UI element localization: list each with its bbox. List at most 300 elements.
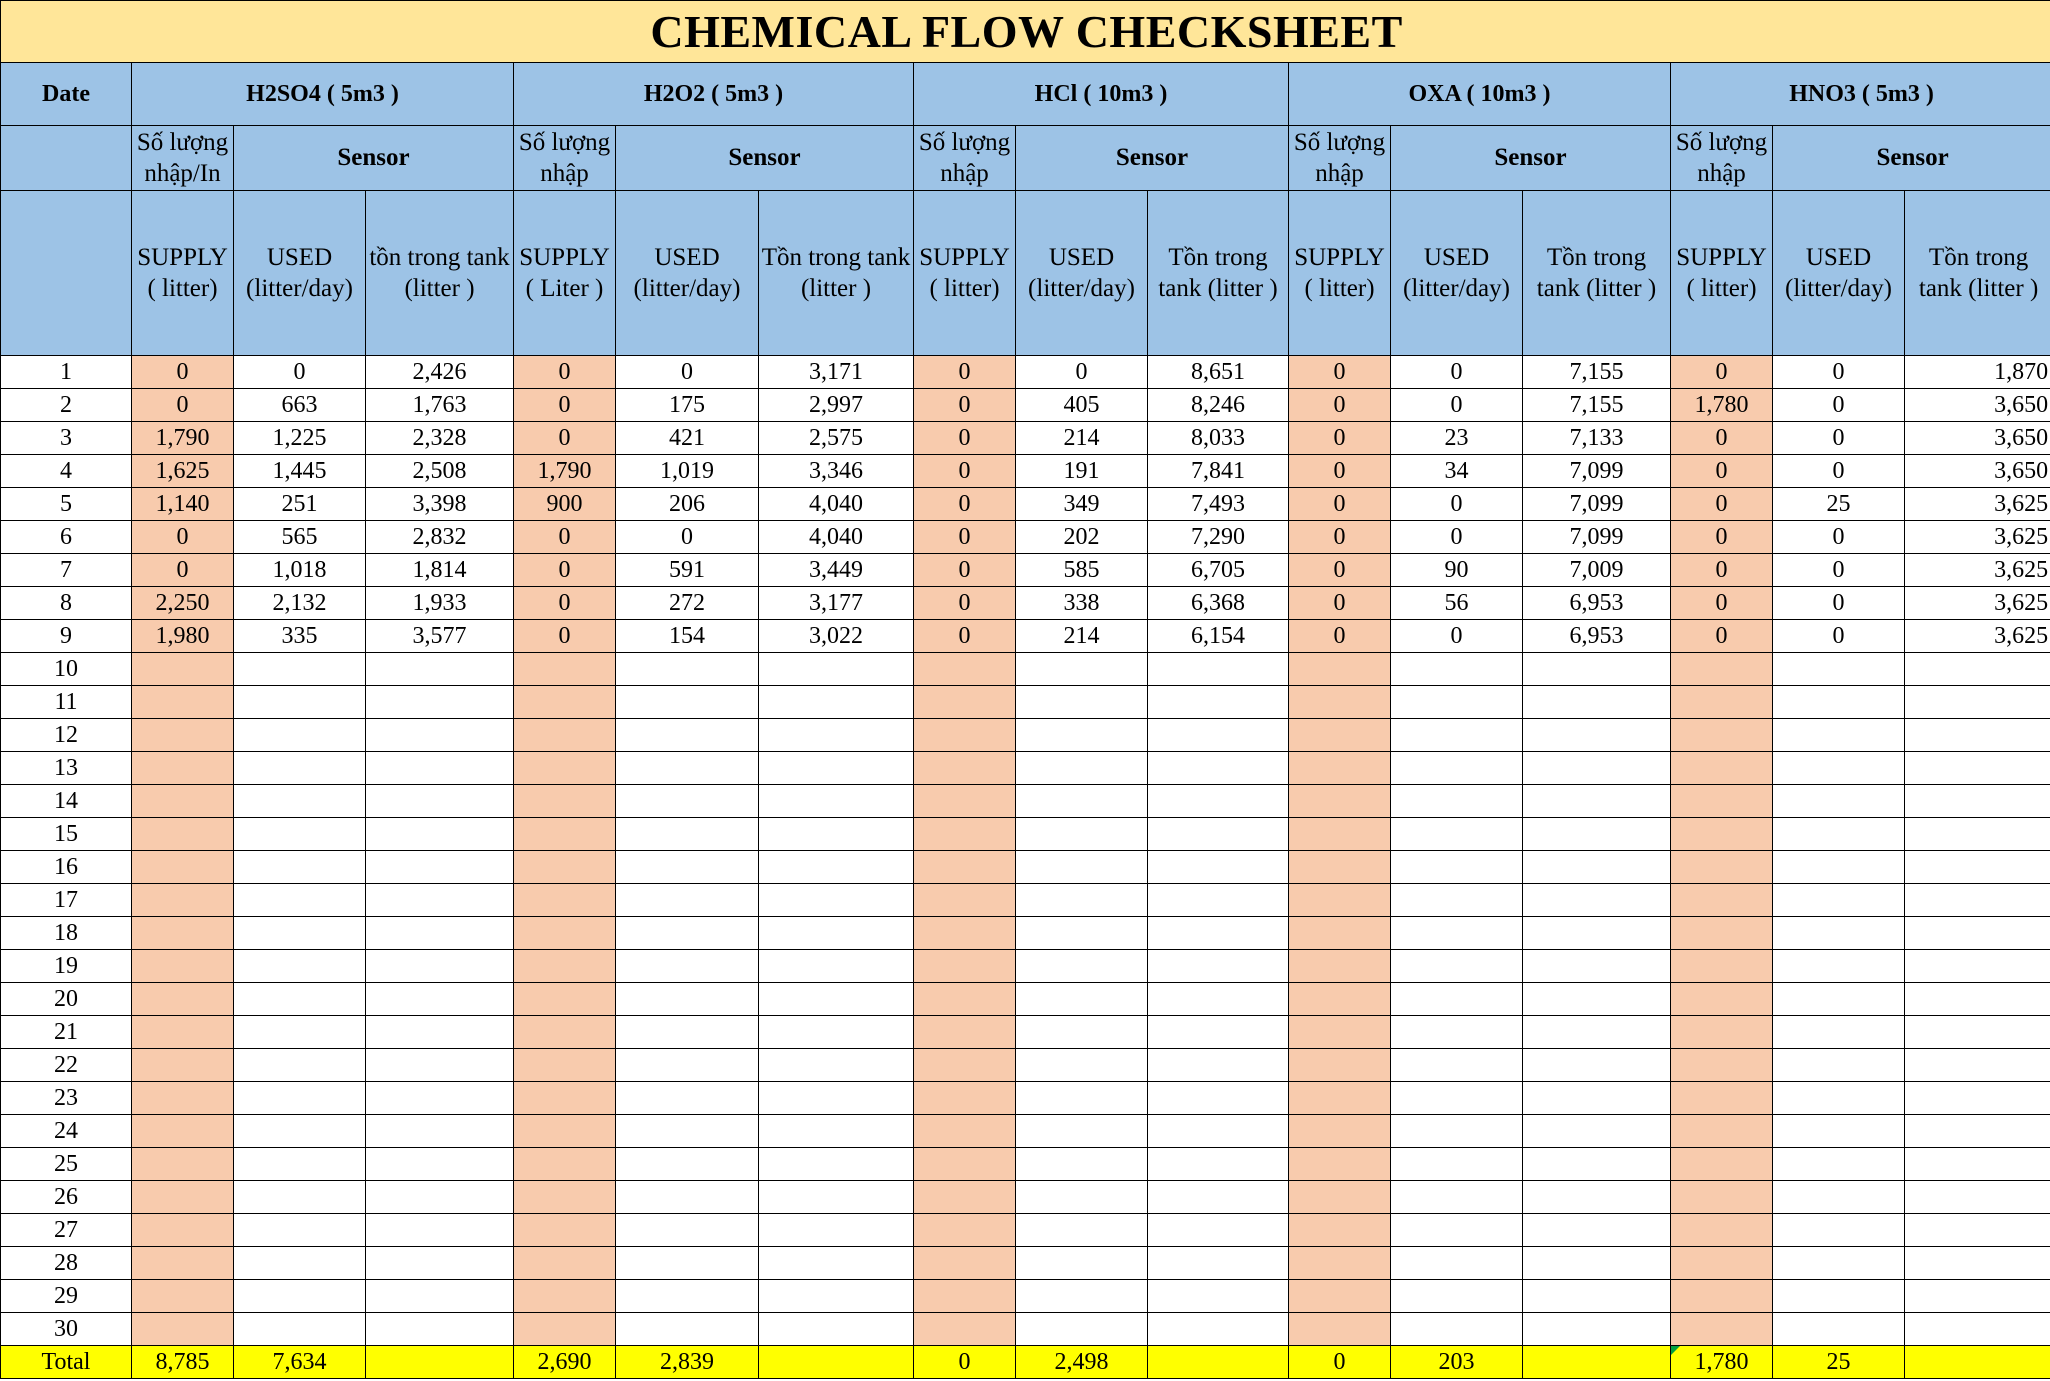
stock-cell[interactable]: 7,099 [1523,455,1671,488]
date-cell[interactable]: 9 [1,620,132,653]
stock-cell[interactable] [1148,983,1289,1016]
date-cell[interactable]: 27 [1,1214,132,1247]
supply-cell[interactable] [132,851,234,884]
chemical-header[interactable]: H2O2 ( 5m3 ) [514,63,914,126]
supply-cell[interactable] [514,983,616,1016]
supply-cell[interactable] [1289,884,1391,917]
stock-cell[interactable] [1148,950,1289,983]
used-cell[interactable] [1773,1313,1905,1346]
stock-cell[interactable]: 3,177 [759,587,914,620]
used-cell[interactable] [1391,653,1523,686]
supply-cell[interactable] [514,1049,616,1082]
stock-cell[interactable] [366,851,514,884]
supply-cell[interactable] [132,1181,234,1214]
used-cell[interactable] [1016,851,1148,884]
stock-cell[interactable] [1905,752,2050,785]
used-cell[interactable] [234,1280,366,1313]
used-cell[interactable] [1016,785,1148,818]
chemical-header[interactable]: HCl ( 10m3 ) [914,63,1289,126]
supply-cell[interactable]: 1,625 [132,455,234,488]
stock-cell[interactable] [1523,950,1671,983]
supply-cell[interactable]: 0 [514,356,616,389]
supply-cell[interactable] [1289,1016,1391,1049]
stock-cell[interactable] [759,686,914,719]
stock-cell[interactable]: 1,933 [366,587,514,620]
total-supply-cell[interactable]: 1,780 [1671,1346,1773,1379]
supply-cell[interactable] [1289,1082,1391,1115]
stock-cell[interactable]: 3,625 [1905,587,2050,620]
stock-cell[interactable]: 1,814 [366,554,514,587]
used-column-header[interactable]: USED (litter/day) [1391,191,1523,356]
stock-cell[interactable]: 3,625 [1905,620,2050,653]
used-cell[interactable] [1391,1313,1523,1346]
stock-cell[interactable]: 7,009 [1523,554,1671,587]
stock-cell[interactable] [1148,1280,1289,1313]
supply-cell[interactable] [1671,851,1773,884]
used-cell[interactable] [1016,1280,1148,1313]
stock-cell[interactable] [1905,1049,2050,1082]
supply-cell[interactable] [914,1313,1016,1346]
used-cell[interactable] [1391,851,1523,884]
date-cell[interactable]: 6 [1,521,132,554]
stock-column-header[interactable]: Tồn trong tank (litter ) [1148,191,1289,356]
stock-cell[interactable] [1905,950,2050,983]
stock-cell[interactable] [1523,686,1671,719]
supply-cell[interactable] [914,1181,1016,1214]
stock-cell[interactable] [1148,1115,1289,1148]
supply-cell[interactable] [1671,1082,1773,1115]
stock-cell[interactable] [759,1280,914,1313]
supply-cell[interactable]: 1,140 [132,488,234,521]
total-supply-cell[interactable]: 0 [914,1346,1016,1379]
used-cell[interactable]: 206 [616,488,759,521]
used-cell[interactable]: 0 [1773,587,1905,620]
supply-cell[interactable] [1671,1049,1773,1082]
stock-column-header[interactable]: Tồn trong tank (litter ) [759,191,914,356]
stock-cell[interactable] [1905,1181,2050,1214]
supply-cell[interactable] [1289,1049,1391,1082]
supply-cell[interactable] [514,1181,616,1214]
date-cell[interactable]: 3 [1,422,132,455]
date-cell[interactable]: 19 [1,950,132,983]
date-cell[interactable]: 10 [1,653,132,686]
stock-cell[interactable]: 6,705 [1148,554,1289,587]
stock-cell[interactable] [1148,653,1289,686]
date-cell[interactable]: 13 [1,752,132,785]
total-stock-cell[interactable] [759,1346,914,1379]
supply-cell[interactable] [132,752,234,785]
stock-cell[interactable]: 3,625 [1905,554,2050,587]
total-stock-cell[interactable] [1523,1346,1671,1379]
stock-cell[interactable]: 3,022 [759,620,914,653]
date-cell[interactable]: 8 [1,587,132,620]
date-header-blank[interactable] [1,126,132,191]
supply-cell[interactable] [914,1115,1016,1148]
supply-cell[interactable] [1671,950,1773,983]
date-header[interactable]: Date [1,63,132,126]
stock-cell[interactable] [1905,1313,2050,1346]
used-cell[interactable] [1773,917,1905,950]
total-used-cell[interactable]: 203 [1391,1346,1523,1379]
supply-cell[interactable] [1671,1313,1773,1346]
used-cell[interactable] [1391,1247,1523,1280]
stock-cell[interactable] [1148,1148,1289,1181]
used-cell[interactable] [234,719,366,752]
used-cell[interactable] [1016,719,1148,752]
sheet-title[interactable]: CHEMICAL FLOW CHECKSHEET [1,1,2050,63]
used-cell[interactable] [1016,752,1148,785]
used-cell[interactable]: 23 [1391,422,1523,455]
date-cell[interactable]: 29 [1,1280,132,1313]
stock-cell[interactable] [759,950,914,983]
used-cell[interactable] [616,719,759,752]
stock-cell[interactable]: 2,426 [366,356,514,389]
supply-cell[interactable]: 0 [1671,422,1773,455]
supply-cell[interactable] [1671,884,1773,917]
stock-cell[interactable] [1905,983,2050,1016]
supply-cell[interactable] [1289,686,1391,719]
supply-cell[interactable]: 900 [514,488,616,521]
supply-cell[interactable]: 1,780 [1671,389,1773,422]
stock-cell[interactable] [1523,851,1671,884]
used-cell[interactable] [1773,983,1905,1016]
used-cell[interactable] [234,1181,366,1214]
stock-cell[interactable] [1905,851,2050,884]
supply-cell[interactable] [1671,1016,1773,1049]
used-cell[interactable] [1391,917,1523,950]
used-cell[interactable]: 0 [1391,389,1523,422]
stock-cell[interactable] [1905,1247,2050,1280]
supply-cell[interactable]: 0 [1289,455,1391,488]
stock-cell[interactable] [759,1313,914,1346]
stock-cell[interactable]: 6,953 [1523,587,1671,620]
total-used-cell[interactable]: 7,634 [234,1346,366,1379]
supply-cell[interactable] [514,917,616,950]
used-cell[interactable] [616,1247,759,1280]
used-cell[interactable]: 565 [234,521,366,554]
supply-cell[interactable] [514,818,616,851]
stock-cell[interactable]: 3,577 [366,620,514,653]
supply-cell[interactable] [914,1016,1016,1049]
used-cell[interactable] [234,1313,366,1346]
stock-cell[interactable]: 7,841 [1148,455,1289,488]
used-cell[interactable] [1016,983,1148,1016]
used-cell[interactable] [1773,1247,1905,1280]
used-cell[interactable] [1391,1181,1523,1214]
supply-cell[interactable]: 0 [1289,521,1391,554]
supply-cell[interactable] [1289,1181,1391,1214]
supply-cell[interactable] [132,1280,234,1313]
used-cell[interactable] [616,1214,759,1247]
sensor-header[interactable]: Sensor [1016,126,1289,191]
stock-cell[interactable] [1905,818,2050,851]
supply-cell[interactable] [514,752,616,785]
supply-cell[interactable] [132,1082,234,1115]
stock-cell[interactable] [759,653,914,686]
supply-cell[interactable] [914,1049,1016,1082]
used-cell[interactable] [1773,719,1905,752]
supply-cell[interactable]: 0 [514,521,616,554]
supply-column-header[interactable]: SUPPLY ( litter) [1671,191,1773,356]
supply-cell[interactable] [514,1247,616,1280]
supply-cell[interactable] [514,1313,616,1346]
used-cell[interactable] [234,752,366,785]
stock-cell[interactable] [366,818,514,851]
stock-cell[interactable] [366,1280,514,1313]
used-cell[interactable] [1016,1049,1148,1082]
used-cell[interactable] [616,1016,759,1049]
used-cell[interactable]: 0 [1391,488,1523,521]
used-cell[interactable] [616,1082,759,1115]
stock-cell[interactable] [1523,983,1671,1016]
supply-cell[interactable] [1289,851,1391,884]
stock-cell[interactable] [1148,818,1289,851]
stock-cell[interactable]: 7,099 [1523,488,1671,521]
stock-cell[interactable] [1148,1049,1289,1082]
used-cell[interactable]: 34 [1391,455,1523,488]
stock-cell[interactable] [1523,1016,1671,1049]
stock-cell[interactable] [1523,1115,1671,1148]
stock-cell[interactable] [1523,917,1671,950]
date-cell[interactable]: 7 [1,554,132,587]
stock-cell[interactable] [1905,917,2050,950]
supply-cell[interactable] [1671,653,1773,686]
used-cell[interactable] [616,983,759,1016]
supply-cell[interactable] [1289,950,1391,983]
used-cell[interactable]: 56 [1391,587,1523,620]
sensor-header[interactable]: Sensor [616,126,914,191]
supply-cell[interactable]: 0 [132,521,234,554]
supply-cell[interactable] [914,653,1016,686]
supply-cell[interactable] [1671,917,1773,950]
supply-cell[interactable]: 0 [914,389,1016,422]
supply-cell[interactable] [1289,1148,1391,1181]
stock-cell[interactable] [366,653,514,686]
used-column-header[interactable]: USED (litter/day) [1016,191,1148,356]
used-cell[interactable] [616,653,759,686]
supply-cell[interactable]: 0 [1671,488,1773,521]
total-stock-cell[interactable] [1905,1346,2050,1379]
supply-cell[interactable]: 0 [1289,587,1391,620]
used-cell[interactable]: 585 [1016,554,1148,587]
used-cell[interactable]: 349 [1016,488,1148,521]
stock-cell[interactable] [1523,1181,1671,1214]
used-cell[interactable] [1773,1148,1905,1181]
used-cell[interactable] [1773,1049,1905,1082]
supply-cell[interactable] [914,1280,1016,1313]
import-quantity-header[interactable] [1671,126,1773,191]
used-cell[interactable]: 1,018 [234,554,366,587]
supply-column-header[interactable]: SUPPLY ( litter) [1289,191,1391,356]
used-cell[interactable] [1773,1181,1905,1214]
stock-cell[interactable] [1148,719,1289,752]
supply-cell[interactable] [1671,719,1773,752]
supply-column-header[interactable]: SUPPLY ( litter) [132,191,234,356]
used-cell[interactable] [1773,818,1905,851]
stock-cell[interactable] [366,1181,514,1214]
stock-cell[interactable]: 2,832 [366,521,514,554]
supply-cell[interactable] [132,818,234,851]
used-cell[interactable] [1016,1082,1148,1115]
date-cell[interactable]: 14 [1,785,132,818]
used-cell[interactable]: 251 [234,488,366,521]
supply-cell[interactable] [914,785,1016,818]
supply-cell[interactable] [1671,785,1773,818]
total-used-cell[interactable]: 2,498 [1016,1346,1148,1379]
stock-cell[interactable]: 4,040 [759,521,914,554]
supply-cell[interactable] [1289,917,1391,950]
stock-cell[interactable]: 2,328 [366,422,514,455]
used-cell[interactable] [1016,686,1148,719]
stock-column-header[interactable]: tồn trong tank (litter ) [366,191,514,356]
supply-cell[interactable] [132,983,234,1016]
stock-cell[interactable] [759,983,914,1016]
used-cell[interactable] [1773,1016,1905,1049]
date-cell[interactable]: 5 [1,488,132,521]
used-cell[interactable] [616,752,759,785]
used-cell[interactable] [1016,1016,1148,1049]
used-cell[interactable] [1391,983,1523,1016]
used-cell[interactable] [234,1049,366,1082]
used-cell[interactable] [1016,818,1148,851]
used-cell[interactable] [616,1049,759,1082]
supply-cell[interactable]: 0 [914,587,1016,620]
supply-cell[interactable] [132,1313,234,1346]
supply-cell[interactable]: 0 [1671,620,1773,653]
stock-cell[interactable] [366,950,514,983]
used-cell[interactable] [616,1280,759,1313]
stock-cell[interactable] [366,1082,514,1115]
supply-cell[interactable] [1671,1181,1773,1214]
date-header-blank[interactable] [1,191,132,356]
stock-cell[interactable]: 3,449 [759,554,914,587]
supply-cell[interactable] [132,719,234,752]
stock-cell[interactable] [1148,1214,1289,1247]
supply-cell[interactable] [132,1115,234,1148]
supply-cell[interactable] [1289,983,1391,1016]
sensor-header[interactable]: Sensor [1391,126,1671,191]
supply-cell[interactable] [1671,818,1773,851]
stock-cell[interactable]: 3,625 [1905,521,2050,554]
stock-cell[interactable]: 1,763 [366,389,514,422]
stock-cell[interactable] [1905,1082,2050,1115]
used-cell[interactable]: 0 [1391,356,1523,389]
supply-cell[interactable] [1671,1214,1773,1247]
used-cell[interactable]: 0 [234,356,366,389]
stock-cell[interactable]: 8,651 [1148,356,1289,389]
total-supply-cell[interactable]: 0 [1289,1346,1391,1379]
used-cell[interactable] [1391,719,1523,752]
supply-cell[interactable] [132,653,234,686]
supply-cell[interactable] [914,752,1016,785]
supply-cell[interactable] [514,1280,616,1313]
supply-cell[interactable] [514,653,616,686]
supply-cell[interactable]: 0 [1671,587,1773,620]
stock-cell[interactable] [1148,686,1289,719]
supply-cell[interactable] [132,1148,234,1181]
supply-cell[interactable]: 0 [1671,455,1773,488]
total-supply-cell[interactable]: 2,690 [514,1346,616,1379]
stock-cell[interactable] [366,1115,514,1148]
date-cell[interactable]: 22 [1,1049,132,1082]
used-cell[interactable]: 663 [234,389,366,422]
supply-cell[interactable]: 0 [1289,488,1391,521]
stock-cell[interactable]: 4,040 [759,488,914,521]
stock-cell[interactable] [1523,1280,1671,1313]
stock-cell[interactable]: 3,171 [759,356,914,389]
stock-cell[interactable]: 3,650 [1905,389,2050,422]
used-cell[interactable] [1391,1214,1523,1247]
supply-cell[interactable]: 0 [914,356,1016,389]
used-cell[interactable]: 338 [1016,587,1148,620]
used-cell[interactable]: 1,225 [234,422,366,455]
supply-cell[interactable] [514,1115,616,1148]
used-cell[interactable]: 25 [1773,488,1905,521]
stock-cell[interactable] [1523,884,1671,917]
used-cell[interactable]: 0 [1773,455,1905,488]
stock-cell[interactable]: 6,953 [1523,620,1671,653]
used-cell[interactable]: 0 [1773,422,1905,455]
used-cell[interactable] [1016,653,1148,686]
used-column-header[interactable]: USED (litter/day) [234,191,366,356]
used-cell[interactable] [616,851,759,884]
stock-cell[interactable] [1148,1082,1289,1115]
used-cell[interactable] [1773,686,1905,719]
supply-cell[interactable] [914,1082,1016,1115]
used-cell[interactable] [616,950,759,983]
supply-cell[interactable] [132,884,234,917]
supply-cell[interactable] [1289,1115,1391,1148]
used-cell[interactable]: 0 [1391,521,1523,554]
used-cell[interactable] [234,1115,366,1148]
used-cell[interactable]: 90 [1391,554,1523,587]
used-cell[interactable] [616,917,759,950]
used-cell[interactable] [234,1016,366,1049]
used-cell[interactable] [234,851,366,884]
supply-cell[interactable] [132,1214,234,1247]
supply-cell[interactable] [132,1247,234,1280]
stock-cell[interactable]: 3,625 [1905,488,2050,521]
used-cell[interactable]: 191 [1016,455,1148,488]
supply-cell[interactable] [514,686,616,719]
date-cell[interactable]: 28 [1,1247,132,1280]
used-cell[interactable] [234,785,366,818]
used-cell[interactable] [1391,818,1523,851]
stock-cell[interactable] [1523,719,1671,752]
import-quantity-header[interactable] [1289,126,1391,191]
supply-cell[interactable]: 0 [514,422,616,455]
used-cell[interactable] [616,1148,759,1181]
used-cell[interactable] [616,785,759,818]
used-cell[interactable] [234,983,366,1016]
date-cell[interactable]: 17 [1,884,132,917]
stock-cell[interactable]: 7,155 [1523,389,1671,422]
stock-cell[interactable] [1523,785,1671,818]
supply-cell[interactable] [1289,1214,1391,1247]
stock-cell[interactable] [366,752,514,785]
total-used-cell[interactable]: 25 [1773,1346,1905,1379]
used-cell[interactable]: 405 [1016,389,1148,422]
used-cell[interactable]: 0 [616,356,759,389]
supply-cell[interactable] [132,785,234,818]
stock-cell[interactable] [1148,917,1289,950]
supply-cell[interactable]: 0 [914,488,1016,521]
stock-cell[interactable] [1905,1280,2050,1313]
stock-cell[interactable] [759,719,914,752]
used-cell[interactable] [1773,1082,1905,1115]
stock-column-header[interactable]: Tồn trong tank (litter ) [1523,191,1671,356]
used-cell[interactable] [234,1082,366,1115]
